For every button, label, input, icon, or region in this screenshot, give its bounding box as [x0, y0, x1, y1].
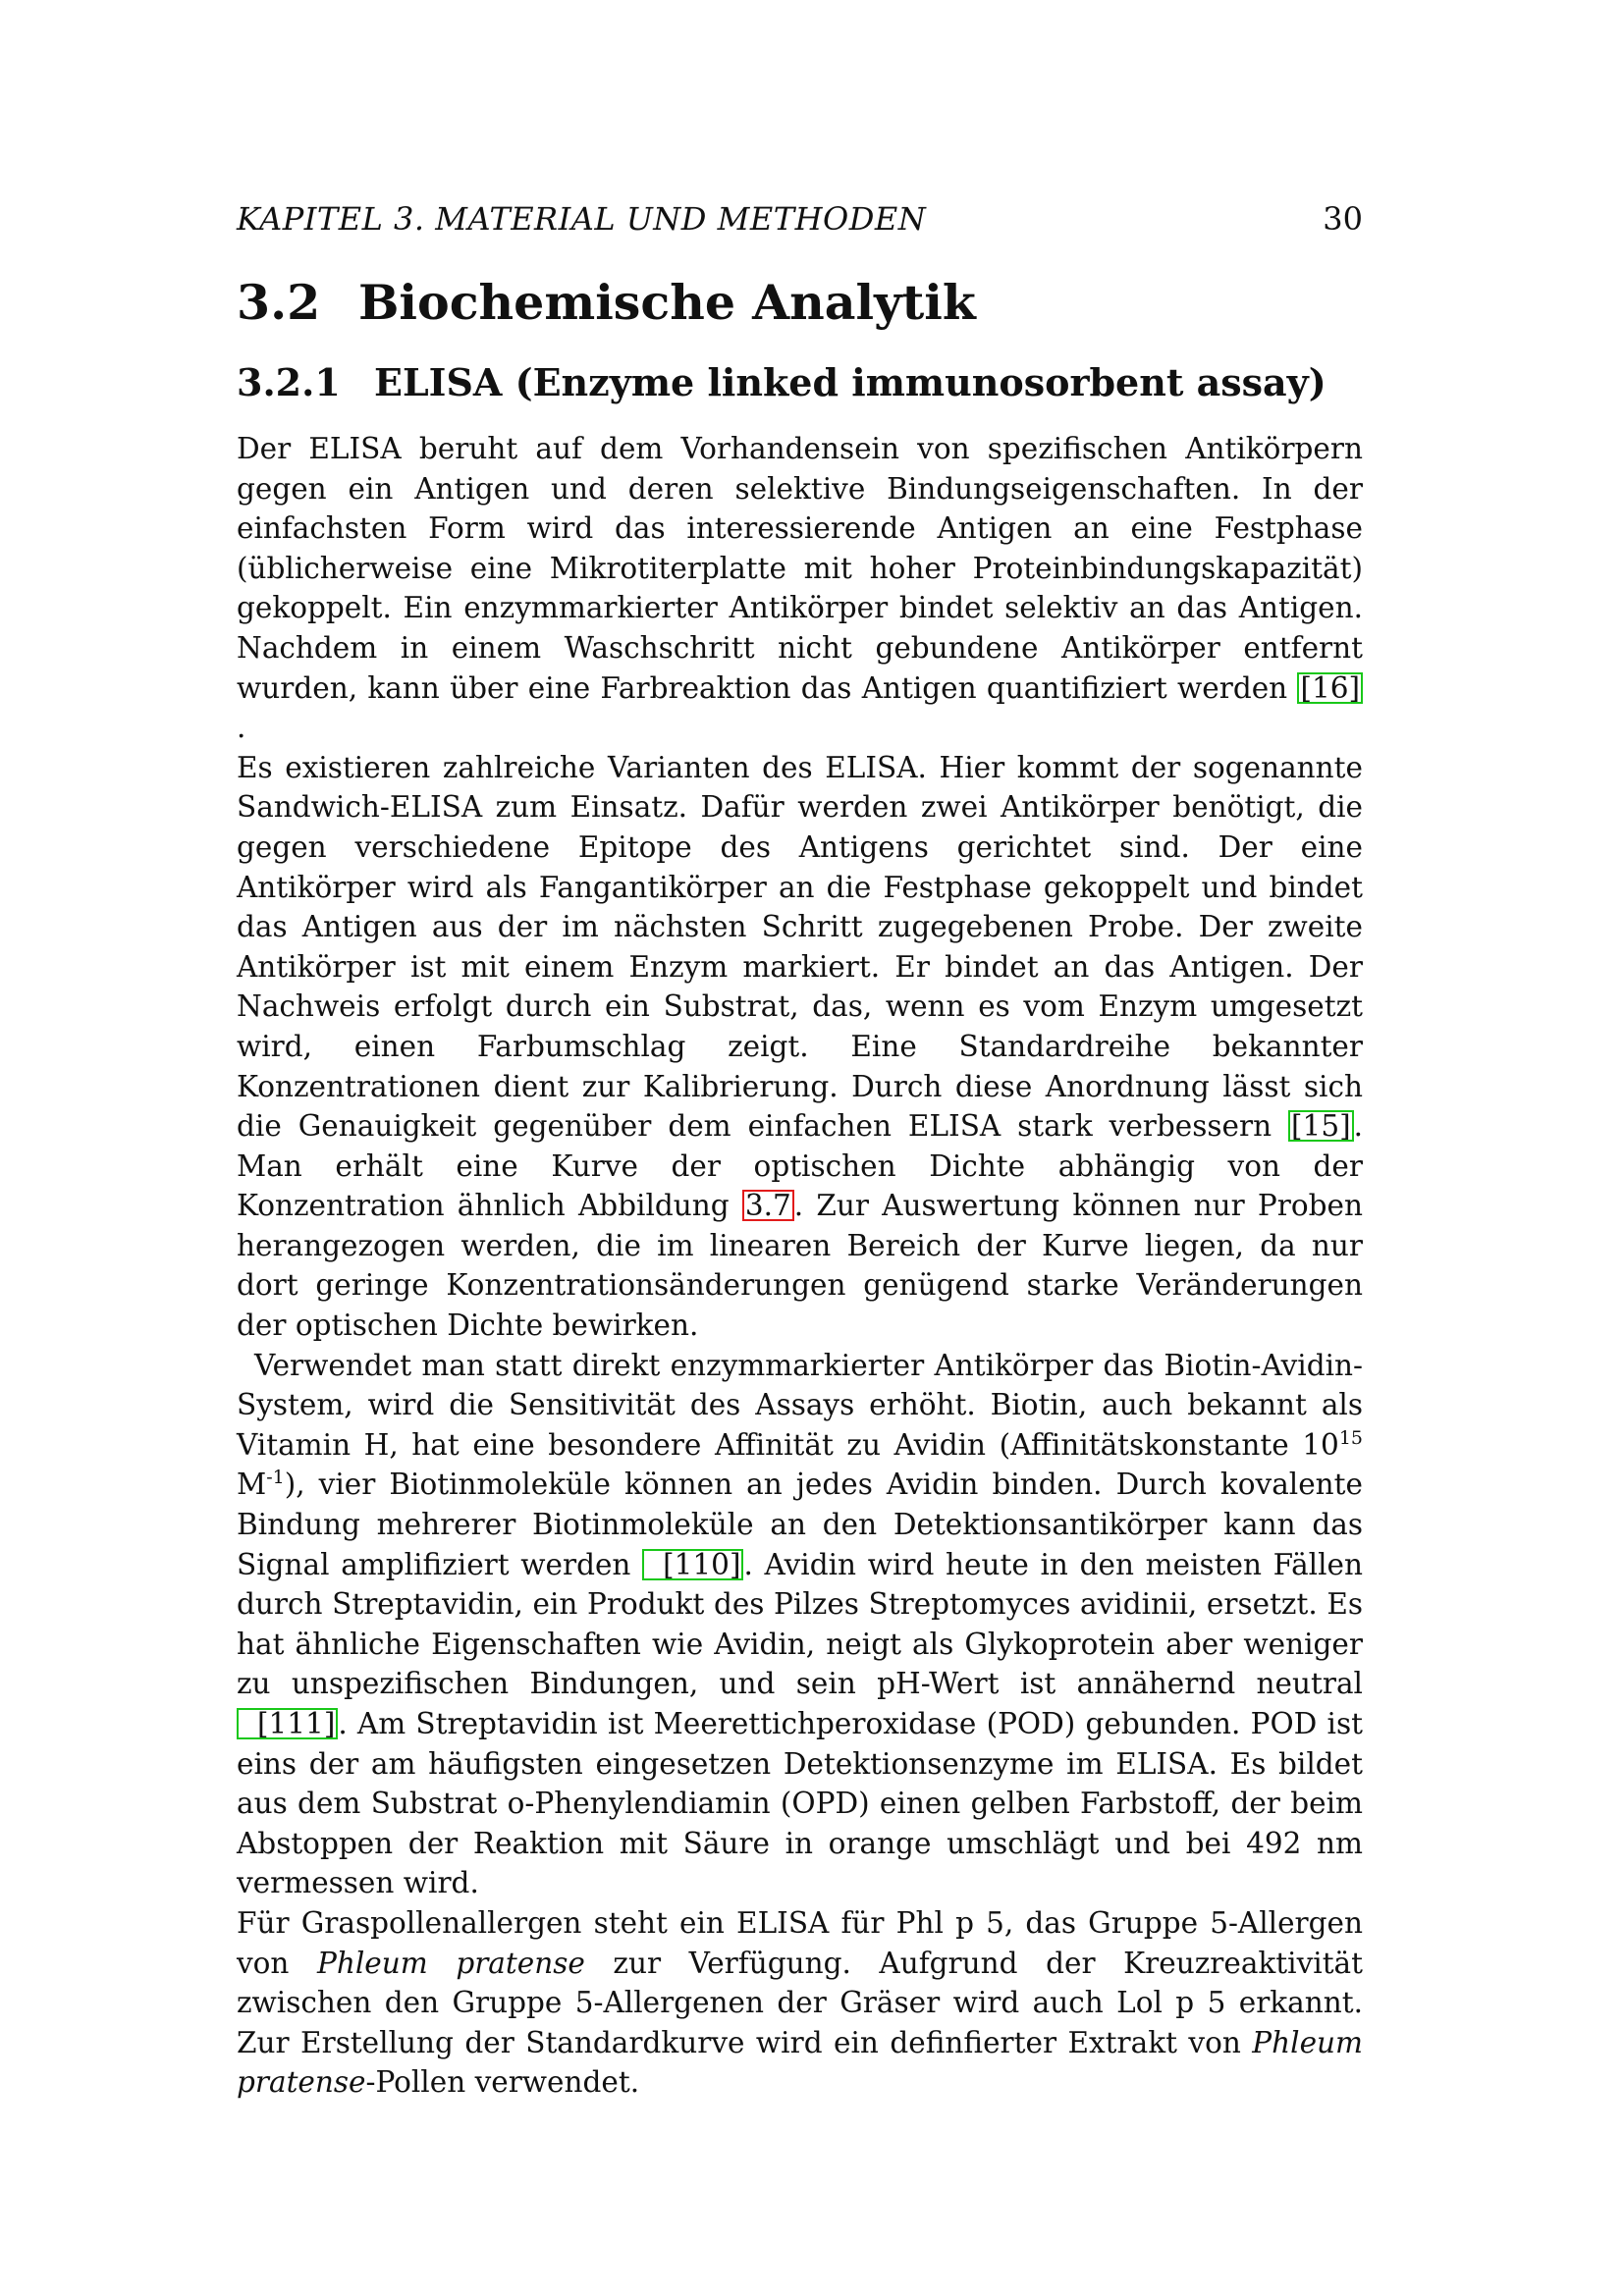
section-title: Biochemische Analytik	[358, 274, 976, 331]
subsection-number: 3.2.1	[237, 360, 341, 404]
subsection-heading	[237, 358, 1326, 407]
paragraph-text: Der ELISA beruht auf dem Vorhandensein von spezifischen Antikörpern gegen ein Antigen und deren selektive Bindungseigenschaften. In der einfachsten Form wird das interessierende Antigen an eine Festphase (üblicherweise eine Mikrotiterplatte mit hoher Proteinbindungskapazität) gekoppelt. Ein enzymmarkierter Antikörper bindet selektiv an das Antigen. Nachdem in einem Waschschritt nicht gebundene Antikörper entfernt wurden, kann über eine Farbreaktion das Antigen quantifiziert werden	[237, 432, 1363, 705]
running-title: KAPITEL 3. MATERIAL UND METHODEN	[237, 200, 927, 238]
paragraph-text: -Pollen verwendet.	[365, 2065, 640, 2100]
species-name: Phleum pratense	[237, 2025, 1363, 2100]
superscript-exponent: -1	[266, 1467, 285, 1489]
citation-link[interactable]: [111]	[237, 1708, 338, 1739]
paragraph-text: Verwendet man statt direkt enzymmarkierter Antikörper das Biotin-Avidin-System, wird die Sensitivität des Assays erhöht. Biotin, auch bekannt als Vitamin H, hat eine besondere Affinität zu Avidin (Affinitätskonstante 10	[237, 1348, 1363, 1462]
citation-link[interactable]: [16]	[1297, 672, 1363, 704]
section-heading	[237, 271, 976, 334]
paragraph-text: Für Graspollenallergen steht ein ELISA für Phl p 5, das Gruppe 5-Allergen von	[237, 1905, 1363, 1980]
species-name: Phleum pratense	[317, 1946, 585, 1980]
paragraph-text: . Zur Auswertung können nur Proben herangezogen werden, die im linearen Bereich der Kurve liegen, da nur dort geringe Konzentrationsänderungen genügend starke Veränderungen der optischen Dichte bewirken.	[237, 1189, 1363, 1343]
page-number: 30	[1323, 200, 1363, 238]
paragraph-text: Es existieren zahlreiche Varianten des ELISA. Hier kommt der sogenannte Sandwich-ELISA zum Einsatz. Dafür werden zwei Antikörper benötigt, die gegen verschiedene Epitope des Antigens gerichtet sind. Der eine Antikörper wird als Fangantikörper an die Festphase gekoppelt und bindet das Antigen aus der im nächsten Schritt zugegebenen Probe. Der zweite Antikörper ist mit einem Enzym markiert. Er bindet an das Antigen. Der Nachweis erfolgt durch ein Substrat, das, wenn es vom Enzym umgesetzt wird, einen Farbumschlag zeigt. Eine Standardreihe bekannter Konzentrationen dient zur Kalibrierung. Durch diese Anordnung lässt sich die Genauigkeit gegenüber dem einfachen ELISA stark verbessern	[237, 750, 1363, 1144]
superscript-exponent: 15	[1338, 1427, 1363, 1450]
paragraph-text: . Avidin wird heute in den meisten Fällen durch Streptavidin, ein Produkt des Pilzes Streptomyces avidinii, ersetzt. Es hat ähnliche Eigenschaften wie Avidin, neigt als Glykoprotein aber weniger zu unspezifischen Bindungen, und sein pH-Wert ist annähernd neutral	[237, 1547, 1364, 1701]
paragraph-graspollen	[237, 1903, 1363, 2103]
subsection-title: ELISA (Enzyme linked immunosorbent assay)	[374, 360, 1326, 404]
figure-reference-link[interactable]: 3.7	[742, 1190, 794, 1221]
body-text	[237, 429, 1363, 2103]
paragraph-text: . Man erhält eine Kurve der optischen Dichte abhängig von der Konzentration ähnlich Abbildung	[237, 1109, 1363, 1223]
running-header	[237, 199, 1363, 239]
paragraph-sandwich-elisa	[237, 748, 1363, 1346]
paragraph-text: . Am Streptavidin ist Meerettichperoxidase (POD) gebunden. POD ist eins der am häufigsten eingesetzen Detektionsenzyme im ELISA. Es bildet aus dem Substrat o-Phenylendiamin (OPD) einen gelben Farbstoff, der beim Abstoppen der Reaktion mit Säure in orange umschlägt und bei 492 nm vermessen wird.	[237, 1707, 1363, 1900]
paragraph-text: M	[237, 1468, 267, 1502]
section-number: 3.2	[237, 274, 321, 331]
paragraph-elisa-intro	[237, 429, 1363, 748]
citation-link[interactable]: [110]	[642, 1549, 743, 1580]
paragraph-text: zur Verfügung. Aufgrund der Kreuzreaktivität zwischen den Gruppe 5-Allergenen der Gräser wird auch Lol p 5 erkannt. Zur Erstellung der Standardkurve wird ein definfierter Extrakt von	[237, 1946, 1363, 2059]
paragraph-text: .	[237, 711, 246, 745]
citation-link[interactable]: [15]	[1288, 1110, 1354, 1142]
paragraph-biotin-avidin	[237, 1346, 1363, 1903]
paragraph-text: ), vier Biotinmoleküle können an jedes Avidin binden. Durch kovalente Bindung mehrerer Biotinmoleküle an den Detektionsantikörper kann das Signal amplifiziert werden	[237, 1468, 1363, 1581]
